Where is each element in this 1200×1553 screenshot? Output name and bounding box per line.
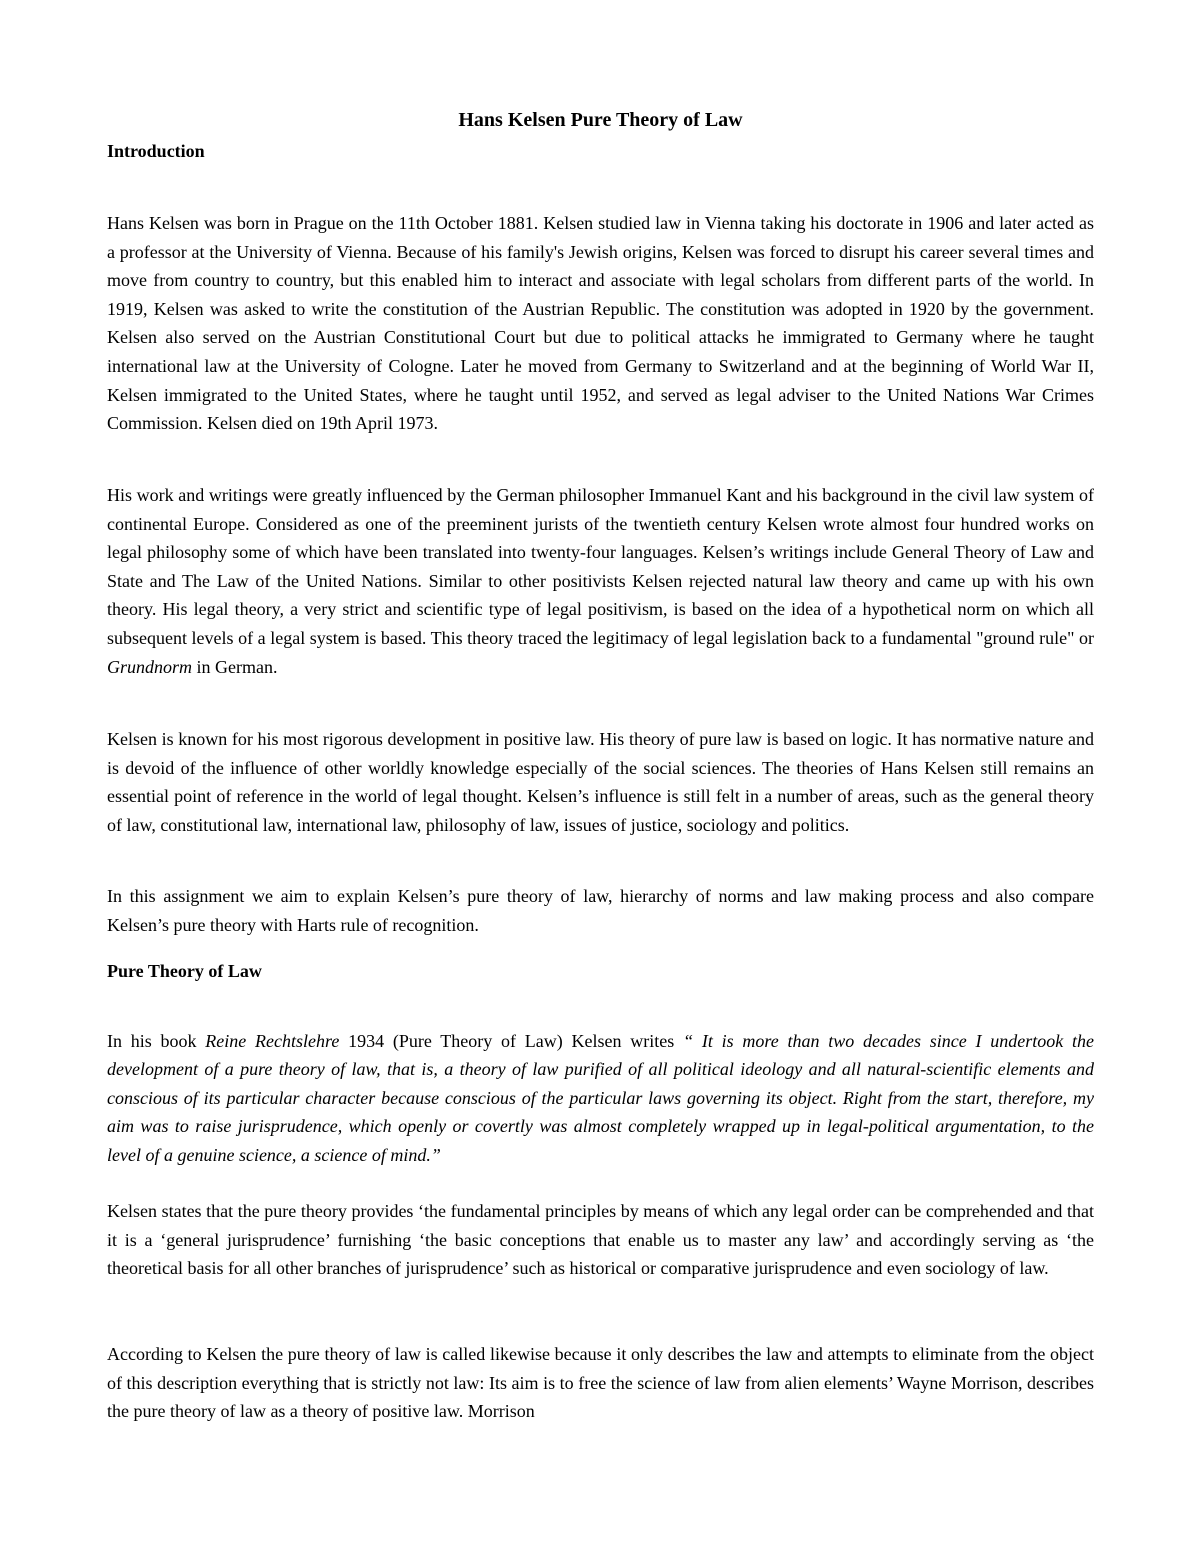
intro-paragraph-3: Kelsen is known for his most rigorous development in positive law. His theory of pure law is based on logic. It has normative nature and is devoid of the influence of other worldly knowledge especially of the social sciences. The theories of Hans Kelsen still remains an essential point of reference in the world of legal thought. Kelsen’s influence is still felt in a number of areas, such as the general theory of law, constitutional law, international law, philosophy of law, issues of justice, sociology and politics. [107,729,1094,835]
pure-theory-paragraph-2: Kelsen states that the pure theory provides ‘the fundamental principles by means of which any legal order can be comprehended and that it is a ‘general jurisprudence’ furnishing ‘the basic conceptions that enable us to master any law’ and accordingly serving as ‘the theoretical basis for all other branches of jurisprudence’ such as historical or comparative jurisprudence and even sociology of law. [107,1201,1094,1279]
pure-theory-paragraph-1-middle: 1934 (Pure Theory of Law) Kelsen writes [339,1031,684,1051]
document-page [107,0,1094,1553]
intro-paragraph-1: Hans Kelsen was born in Prague on the 11th October 1881. Kelsen studied law in Vienna taking his doctorate in 1906 and later acted as a professor at the University of Vienna. Because of his family's Jewish origins, Kelsen was forced to disrupt his career several times and move from country to country, but this enabled him to interact and associate with legal scholars from different parts of the world. In 1919, Kelsen was asked to write the constitution of the Austrian Republic. The constitution was adopted in 1920 by the government. Kelsen also served on the Austrian Constitutional Court but due to political attacks he immigrated to Germany where he taught international law at the University of Cologne. Later he moved from Germany to Switzerland and at the beginning of World War II, Kelsen immigrated to the United States, where he taught until 1952, and served as legal adviser to the United Nations War Crimes Commission. Kelsen died on 19th April 1973. [107,213,1094,434]
pure-theory-paragraph-1 [107,1027,1094,1169]
intro-paragraph-2-text: His work and writings were greatly influenced by the German philosopher Immanuel Kant and his background in the civil law system of continental Europe. Considered as one of the preeminent jurists of the twentieth century Kelsen wrote almost four hundred works on legal philosophy some of which have been translated into twenty-four languages. Kelsen’s writings include General Theory of Law and State and The Law of the United Nations. Similar to other positivists Kelsen rejected natural law theory and came up with his own theory. His legal theory, a very strict and scientific type of legal positivism, is based on the idea of a hypothetical norm on which all subsequent levels of a legal system is based. This theory traced the legitimacy of legal legislation back to a fundamental "ground rule" or [107,485,1094,648]
pure-theory-paragraph-1-start: In his book [107,1031,206,1051]
intro-paragraph-2-end: in German. [192,656,278,677]
pure-theory-paragraph-3: According to Kelsen the pure theory of law is called likewise because it only describes the law and attempts to eliminate from the object of this description everything that is strictly not law: Its aim is to free the science of law from alien elements’ Wayne Morrison, describes the pure theory of law as a theory of positive law. Morrison [107,1344,1094,1422]
heading-introduction: Introduction [107,141,205,161]
kelsen-quote: “ It is more than two decades since I undertook the development of a pure theory of law, that is, a theory of law purified of all political ideology and all natural-scientific elements and conscious of its particular character because conscious of the particular laws governing its object. Right from the start, therefore, my aim was to raise jurisprudence, which openly or covertly was almost completely wrapped up in legal-political argumentation, to the level of a genuine science, a science of mind.” [107,1031,1094,1165]
intro-paragraph-2 [107,481,1094,681]
document-title: Hans Kelsen Pure Theory of Law [458,109,743,131]
grundnorm-term: Grundnorm [107,656,193,677]
book-title: Reine Rechtslehre [205,1031,340,1051]
intro-paragraph-4: In this assignment we aim to explain Kelsen’s pure theory of law, hierarchy of norms and law making process and also compare Kelsen’s pure theory with Harts rule of recognition. [107,886,1094,935]
heading-pure-theory: Pure Theory of Law [107,961,262,981]
